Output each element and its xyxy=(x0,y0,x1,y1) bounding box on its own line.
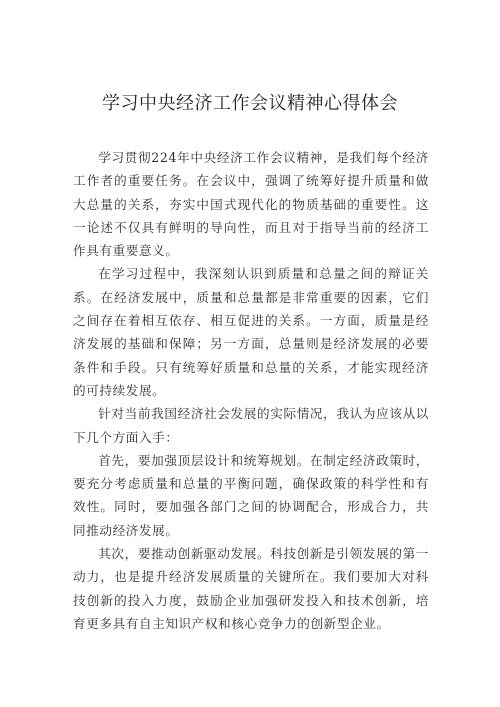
paragraph-quality-quantity: 在学习过程中，我深刻认识到质量和总量之间的辩证关系。在经济发展中，质量和总量都是非常重要的因素，它们之间存在着相互依存、相互促进的关系。一方面，质量是经济发展的基础和保障；另一方面，总量则是经济发展的必要条件和手段。只有统筹好质量和总量的关系，才能实现经济的可持续发展。 xyxy=(73,266,429,398)
document-title: 学习中央经济工作会议精神心得体会 xyxy=(102,93,398,114)
paragraph-approach-intro: 针对当前我国经济社会发展的实际情况，我认为应该从以下几个方面入手： xyxy=(73,406,429,445)
document-body xyxy=(73,146,429,635)
paragraph-intro: 学习贯彻224年中央经济工作会议精神，是我们每个经济工作者的重要任务。在会议中，强调了统筹好提升质量和做大总量的关系，夯实中国式现代化的物质基础的重要性。这一论述不仅具有鲜明的导向性，而且对于指导当前的经济工作具有重要意义。 xyxy=(73,150,429,259)
paragraph-second-point: 其次，要推动创新驱动发展。科技创新是引领发展的第一动力，也是提升经济发展质量的关键所在。我们要加大对科技创新的投入力度，鼓励企业加强研发投入和技术创新，培育更多具有自主知识产权和核心竞争力的创新型企业。 xyxy=(73,546,429,631)
paragraph-first-point: 首先，要加强顶层设计和统筹规划。在制定经济政策时，要充分考虑质量和总量的平衡问题，确保政策的科学性和有效性。同时，要加强各部门之间的协调配合，形成合力，共同推动经济发展。 xyxy=(73,452,429,538)
